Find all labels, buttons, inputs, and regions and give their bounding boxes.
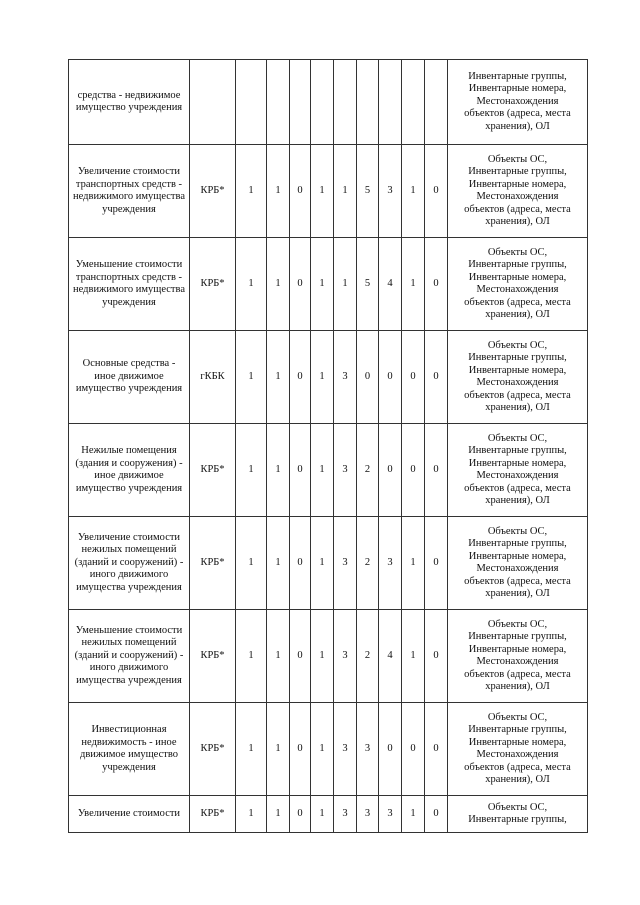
analytics-line: объектов (адреса, места	[464, 203, 571, 215]
account-digit-cell: 1	[311, 610, 334, 703]
analytics-line: Инвентарные группы,	[468, 166, 567, 177]
account-digit-cell: 1	[236, 424, 267, 517]
analytics-line: Объекты ОС,	[487, 801, 548, 813]
account-digit-cell: 0	[290, 610, 311, 703]
account-digit-cell: 0	[402, 424, 425, 517]
analytics-line: хранения), ОЛ	[485, 402, 550, 413]
analytics-cell	[448, 238, 588, 331]
account-digit-cell: 3	[334, 796, 357, 833]
account-digit-cell: 1	[334, 238, 357, 331]
account-digit-cell	[402, 60, 425, 145]
analytics-cell	[448, 60, 588, 145]
analytics-line: Местонахождения	[476, 377, 559, 388]
account-digit-cell: 0	[357, 331, 379, 424]
account-digit-cell: 0	[425, 331, 448, 424]
analytics-line: Объекты ОС,	[487, 618, 548, 630]
analytics-line: объектов (адреса, места	[464, 668, 571, 680]
account-digit-cell: 2	[357, 610, 379, 703]
analytics-cell	[448, 703, 588, 796]
account-digit-cell: 5	[357, 238, 379, 331]
table-row	[69, 703, 588, 796]
account-digit-cell	[379, 60, 402, 145]
analytics-line: хранения), ОЛ	[485, 681, 550, 692]
table-row	[69, 331, 588, 424]
analytics-line: Инвентарные номера,	[468, 271, 567, 283]
account-digit-cell: 2	[357, 424, 379, 517]
account-digit-cell: 0	[402, 331, 425, 424]
analytics-line: Инвентарные группы,	[468, 538, 567, 549]
account-digit-cell: 1	[236, 331, 267, 424]
account-digit-cell: 0	[290, 703, 311, 796]
analytics-line: Инвентарные номера,	[468, 550, 567, 562]
account-digit-cell: 0	[425, 517, 448, 610]
account-digit-cell	[236, 60, 267, 145]
analytics-line: Объекты ОС,	[487, 246, 548, 258]
account-digit-cell: 1	[267, 610, 290, 703]
account-digit-cell: 4	[379, 610, 402, 703]
analytics-line: Инвентарные группы,	[468, 352, 567, 363]
analytics-line: Местонахождения	[476, 191, 559, 202]
analytics-line: Местонахождения	[476, 656, 559, 667]
account-digit-cell: 0	[425, 238, 448, 331]
account-digit-cell: 3	[357, 796, 379, 833]
code-cell: КРБ*	[190, 238, 236, 331]
account-digit-cell: 1	[236, 238, 267, 331]
table-row	[69, 517, 588, 610]
account-digit-cell	[334, 60, 357, 145]
account-digit-cell: 0	[425, 145, 448, 238]
table-body	[69, 60, 588, 833]
code-cell: гКБК	[190, 331, 236, 424]
account-digit-cell: 0	[290, 796, 311, 833]
analytics-cell	[448, 424, 588, 517]
account-digit-cell: 1	[267, 331, 290, 424]
table-row	[69, 610, 588, 703]
account-digit-cell: 1	[311, 145, 334, 238]
analytics-line: Местонахождения	[476, 284, 559, 295]
analytics-line: Инвентарные номера,	[468, 643, 567, 655]
code-cell: КРБ*	[190, 610, 236, 703]
analytics-line: Объекты ОС,	[487, 711, 548, 723]
account-digit-cell: 1	[236, 703, 267, 796]
analytics-line: хранения), ОЛ	[485, 588, 550, 599]
account-digit-cell: 3	[334, 424, 357, 517]
code-cell	[190, 60, 236, 145]
analytics-line: хранения), ОЛ	[485, 309, 550, 320]
account-digit-cell: 2	[357, 517, 379, 610]
account-name-cell: Нежилые помещения (здания и сооружения) - иное движимое имущество учреждения	[69, 424, 190, 517]
account-digit-cell: 0	[379, 424, 402, 517]
account-digit-cell: 1	[267, 796, 290, 833]
analytics-line: Инвентарные группы,	[468, 631, 567, 642]
account-digit-cell: 3	[357, 703, 379, 796]
analytics-line: Инвентарные номера,	[468, 736, 567, 748]
account-digit-cell: 1	[311, 796, 334, 833]
table-row	[69, 424, 588, 517]
analytics-line: Инвентарные группы,	[468, 814, 567, 825]
analytics-line: Инвентарные номера,	[468, 457, 567, 469]
analytics-line: Инвентарные номера,	[468, 83, 567, 95]
account-digit-cell	[267, 60, 290, 145]
account-digit-cell: 3	[379, 796, 402, 833]
account-digit-cell: 1	[236, 610, 267, 703]
analytics-line: хранения), ОЛ	[485, 216, 550, 227]
account-digit-cell: 0	[290, 238, 311, 331]
analytics-line: Инвентарные группы,	[468, 724, 567, 735]
account-digit-cell: 1	[267, 424, 290, 517]
account-digit-cell: 0	[425, 796, 448, 833]
analytics-cell	[448, 796, 588, 833]
analytics-line: объектов (адреса, места	[464, 482, 571, 494]
account-digit-cell: 0	[425, 610, 448, 703]
code-cell: КРБ*	[190, 145, 236, 238]
account-digit-cell: 1	[311, 517, 334, 610]
account-digit-cell: 0	[425, 424, 448, 517]
account-digit-cell: 3	[379, 517, 402, 610]
account-digit-cell: 0	[290, 517, 311, 610]
table-row	[69, 60, 588, 145]
account-name-cell: Увеличение стоимости транспортных средств - недвижимого имущества учреждения	[69, 145, 190, 238]
account-digit-cell: 1	[402, 517, 425, 610]
account-name-cell: Уменьшение стоимости транспортных средств - недвижимого имущества учреждения	[69, 238, 190, 331]
account-name-cell: Уменьшение стоимости нежилых помещений (зданий и сооружений) - иного движимого имущества учреждения	[69, 610, 190, 703]
account-digit-cell: 0	[402, 703, 425, 796]
table-row	[69, 238, 588, 331]
account-digit-cell: 5	[357, 145, 379, 238]
account-digit-cell: 1	[236, 796, 267, 833]
account-digit-cell: 0	[425, 703, 448, 796]
analytics-line: Инвентарные группы,	[468, 70, 567, 82]
analytics-line: Местонахождения	[476, 470, 559, 481]
account-digit-cell: 3	[334, 610, 357, 703]
account-digit-cell: 1	[311, 238, 334, 331]
code-cell: КРБ*	[190, 796, 236, 833]
analytics-cell	[448, 145, 588, 238]
account-digit-cell: 1	[402, 238, 425, 331]
account-name-cell: Увеличение стоимости нежилых помещений (зданий и сооружений) - иного движимого имущества учреждения	[69, 517, 190, 610]
account-digit-cell: 3	[379, 145, 402, 238]
analytics-cell	[448, 610, 588, 703]
account-name-cell: Увеличение стоимости	[69, 796, 190, 833]
account-digit-cell: 1	[267, 517, 290, 610]
analytics-line: Инвентарные номера,	[468, 178, 567, 190]
account-digit-cell: 3	[334, 517, 357, 610]
account-digit-cell	[290, 60, 311, 145]
analytics-line: объектов (адреса, места	[464, 761, 571, 773]
analytics-line: объектов (адреса, места	[464, 108, 571, 120]
account-digit-cell: 0	[290, 424, 311, 517]
analytics-line: Местонахождения	[476, 95, 559, 107]
account-digit-cell: 1	[402, 796, 425, 833]
account-digit-cell: 1	[236, 145, 267, 238]
account-digit-cell: 0	[290, 145, 311, 238]
account-digit-cell: 1	[402, 610, 425, 703]
analytics-line: Объекты ОС,	[487, 339, 548, 351]
analytics-line: хранения), ОЛ	[485, 120, 550, 132]
account-digit-cell: 1	[402, 145, 425, 238]
analytics-line: объектов (адреса, места	[464, 575, 571, 587]
code-cell: КРБ*	[190, 703, 236, 796]
account-digit-cell	[425, 60, 448, 145]
code-cell: КРБ*	[190, 424, 236, 517]
account-digit-cell: 1	[236, 517, 267, 610]
account-digit-cell: 0	[290, 331, 311, 424]
account-name-cell: Основные средства - иное движимое имущество учреждения	[69, 331, 190, 424]
account-digit-cell: 1	[267, 145, 290, 238]
analytics-cell	[448, 331, 588, 424]
analytics-line: Объекты ОС,	[487, 153, 548, 165]
account-digit-cell: 4	[379, 238, 402, 331]
analytics-line: Инвентарные группы,	[468, 259, 567, 270]
account-digit-cell: 3	[334, 703, 357, 796]
account-digit-cell: 1	[267, 703, 290, 796]
analytics-line: Местонахождения	[476, 563, 559, 574]
account-digit-cell: 3	[334, 331, 357, 424]
table-row	[69, 796, 588, 833]
analytics-line: хранения), ОЛ	[485, 774, 550, 785]
analytics-line: Объекты ОС,	[487, 525, 548, 537]
analytics-line: объектов (адреса, места	[464, 296, 571, 308]
code-cell: КРБ*	[190, 517, 236, 610]
account-digit-cell: 1	[311, 424, 334, 517]
account-name-cell: средства - недвижимое имущество учреждения	[69, 60, 190, 145]
analytics-line: Инвентарные номера,	[468, 364, 567, 376]
account-digit-cell: 1	[311, 331, 334, 424]
account-digit-cell: 1	[311, 703, 334, 796]
analytics-line: объектов (адреса, места	[464, 389, 571, 401]
analytics-line: Объекты ОС,	[487, 432, 548, 444]
analytics-line: Местонахождения	[476, 749, 559, 760]
account-digit-cell	[311, 60, 334, 145]
accounts-table	[68, 59, 588, 833]
account-digit-cell: 1	[334, 145, 357, 238]
analytics-line: Инвентарные группы,	[468, 445, 567, 456]
analytics-line: хранения), ОЛ	[485, 495, 550, 506]
analytics-cell	[448, 517, 588, 610]
account-digit-cell: 0	[379, 331, 402, 424]
account-digit-cell	[357, 60, 379, 145]
account-digit-cell: 1	[267, 238, 290, 331]
account-name-cell: Инвестиционная недвижимость - иное движимое имущество учреждения	[69, 703, 190, 796]
account-digit-cell: 0	[379, 703, 402, 796]
table-row	[69, 145, 588, 238]
